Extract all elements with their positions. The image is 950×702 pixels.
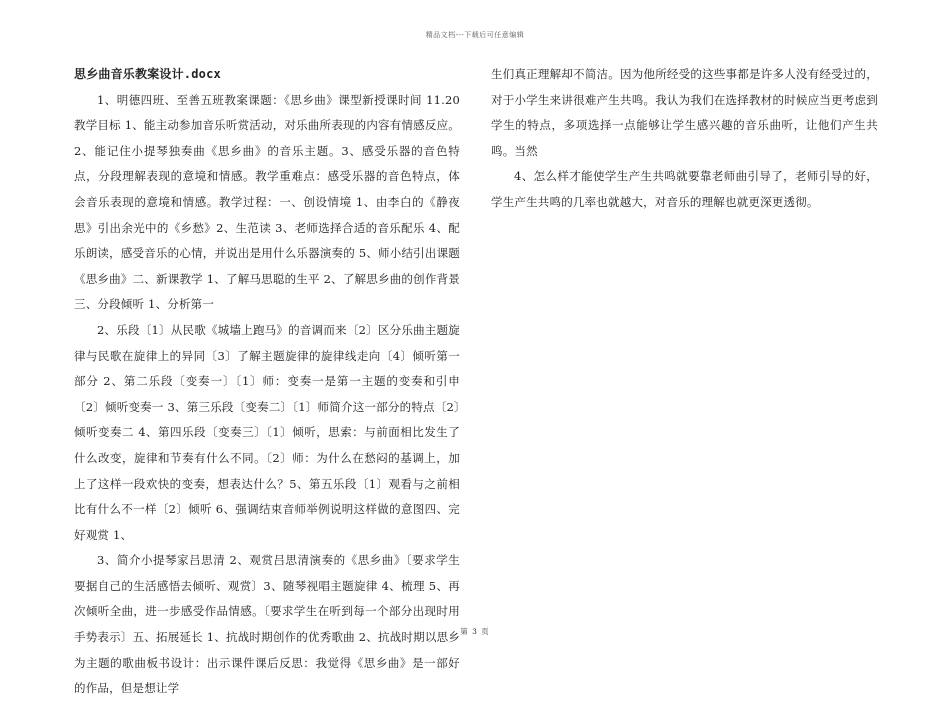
paragraph-appreciation-reflection: 3、简介小提琴家吕思清 2、观赏吕思清演奏的《思乡曲》〔要求学生要据自己的生活感悟去倾听、观赏〕3、随琴视唱主题旋律 4、梳理 5、再次倾听全曲，进一步感受作品情感。〔要求学生在听到每一个部分出现时用手势表示〕五、拓展延长 1、抗战时期创作的优秀歌曲 2、抗战时期以思乡为主题的歌曲板书设计：出示课件课后反思：我觉得《思乡曲》是一部好的作品，但是想让学 (74, 553, 460, 696)
page-number: 第 3 页 (460, 627, 490, 636)
page-header-note: 精品文档---下载后可任意编辑 (425, 31, 525, 39)
paragraph-reflection-continued: 生们真正理解却不简洁。因为他所经受的这些事都是许多人没有经受过的，对于小学生来讲很难产生共鸣。我认为我们在选择教材的时候应当更考虑到学生的特点，多项选择一点能够让学生感兴趣的音乐曲听，让他们产生共鸣。当然 (491, 67, 878, 158)
paragraph-lesson-plan: 1、明德四班、至善五班教案课题：《思乡曲》课型新授课时间 11.20 教学目标 1、能主动参加音乐听赏活动，对乐曲所表现的内容有情感反应。2、能记住小提琴独奏曲《思乡曲》的音乐主题。3、感受乐器的音色特点，分段理解表现的意境和情感。教学重难点：感受乐器的音色特点，体会音乐表现的意境和情感。教学过程：一、创设情境 1、由李白的《静夜思》引出余光中的《乡愁》2、生范读 3、老师选择合适的音乐配乐 4、配乐朗读，感受音乐的心情，并说出是用什么乐器演奏的 5、师小结引出课题《思乡曲》二、新课教学 1、了解马思聪的生平 2、了解思乡曲的创作背景三、分段倾听 1、分析第一 (74, 92, 460, 312)
document-right-column (491, 62, 878, 216)
document-left-column (74, 62, 460, 702)
document-title: 思乡曲音乐教案设计.docx (74, 67, 221, 81)
paragraph-teacher-guidance: 4、怎么样才能使学生产生共鸣就要靠老师曲引导了，老师引导的好，学生产生共鸣的几率也就越大，对音乐的理解也就更深更透彻。 (491, 169, 878, 209)
paragraph-music-sections: 2、乐段〔1〕从民歌《城墙上跑马》的音调而来〔2〕区分乐曲主题旋律与民歌在旋律上的异同〔3〕了解主题旋律的旋律线走向〔4〕倾听第一部分 2、第二乐段〔变奏一〕〔1〕师：变奏一是第一主题的变奏和引申〔2〕倾听变奏一 3、第三乐段〔变奏二〕〔1〕师简介这一部分的特点〔2〕倾听变奏二 4、第四乐段〔变奏三〕〔1〕倾听，思索：与前面相比发生了什么改变，旋律和节奏有什么不同。〔2〕师：为什么在愁闷的基调上，加上了这样一段欢快的变奏，想表达什么？5、第五乐段〔1〕观看与之前相比有什么不一样〔2〕倾听 6、强调结束音师举例说明这样做的意图四、完好观赏 1、 (74, 322, 460, 542)
